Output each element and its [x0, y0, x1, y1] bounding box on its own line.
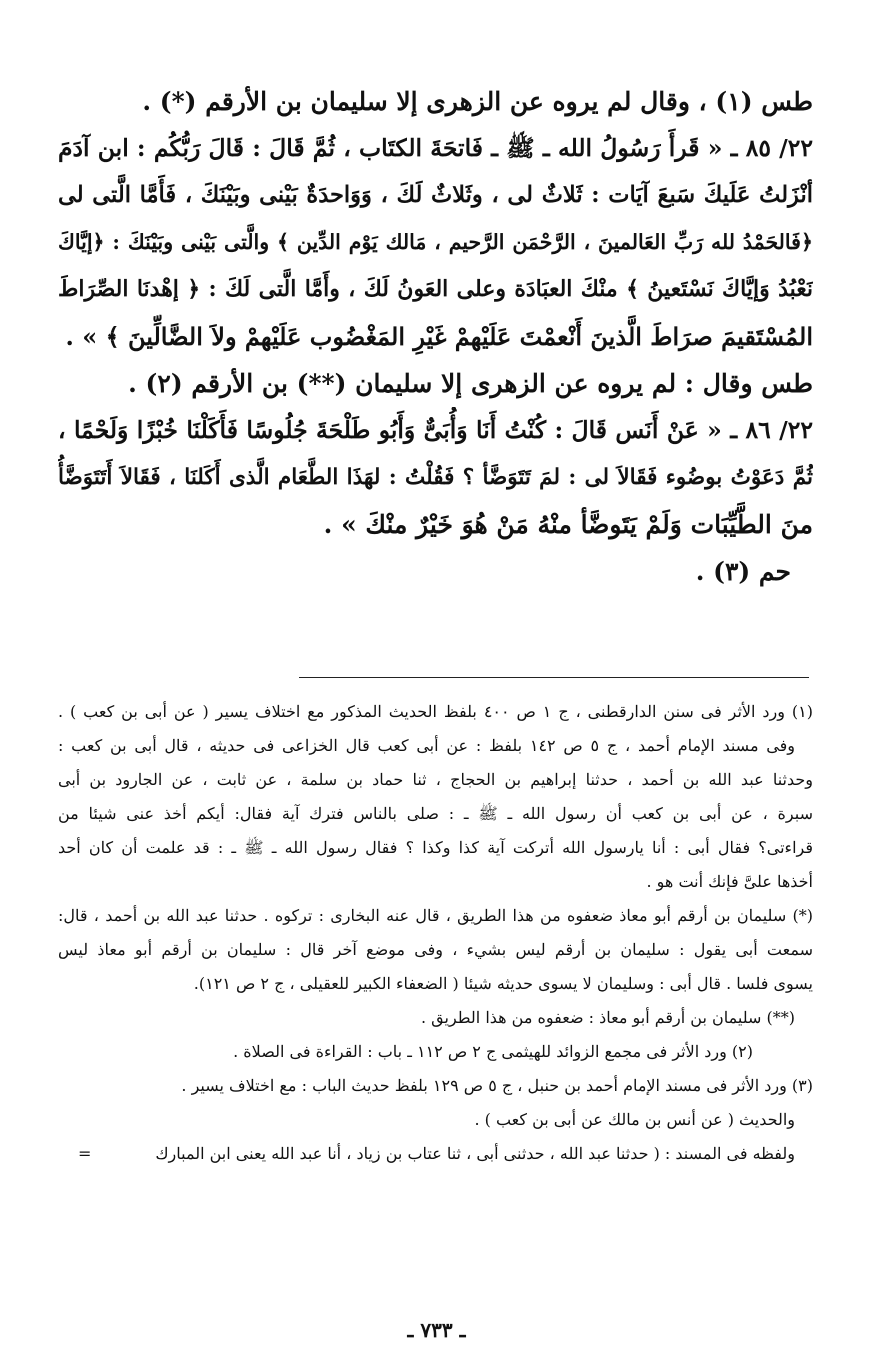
main-text [58, 78, 813, 595]
footnote-divider [299, 677, 809, 678]
text-line: طس وقال : لم يروه عن الزهرى إلا سليمان (**) بن الأرقم (٢) . [128, 369, 813, 398]
footnote-line: وفى مسند الإمام أحمد ، ج ٥ ص ١٤٢ بلفظ : عن أبى كعب قال الخزاعى فى حديثه ، قال أبى بن كعب : [58, 736, 796, 755]
text-line: نَعْبُدُ وَإيَّاكَ نَسْتَعينُ ﴾ منْكَ العبَادَة وعلى العَونُ لَكَ ، وأَمَّا الَّتى لَكَ : ﴿ إهْدنَا الصِّرَاطَ [58, 276, 813, 302]
footnote-line: (١) ورد الأثر فى سنن الدارقطنى ، ج ١ ص ٤٠٠ بلفظ الحديث المذكور مع اختلاف يسير ( عن أبى بن كعب ) . [58, 702, 813, 721]
footnote-line: سبرة ، عن أبى بن كعب أن رسول الله ـ ﷺ ـ : صلى بالناس فترك آية فقال: أيكم أخذ عنى شيئا من [58, 804, 813, 823]
text-line: ثُمَّ دَعَوْتُ بوضُوء فَقَالاَ لى : لمَ تَتَوَضَّأ ؟ فَقُلْتُ : لهَذَا الطَّعَام الَّذى أَكَلنَا ، فَقَالاَ أَتَتَوَضَّأُ [58, 465, 813, 490]
page-number: ـ ٧٣٣ ـ [407, 1318, 466, 1342]
text-line: ﴿فَالحَمْدُ لله رَبِّ العَالمينَ ، الرَّحْمَن الرَّحيم ، مَالك يَوْم الدِّين ﴾ والَّتى بَيْنى وبَيْنَكَ : ﴿إيَّاكَ [58, 230, 813, 254]
text-line: طس (١) ، وقال لم يروه عن الزهرى إلا سليمان بن الأرقم (*) . [142, 87, 813, 116]
footnote-line: (٣) ورد الأثر فى مسند الإمام أحمد بن حنبل ، ج ٥ ص ١٢٩ بلفظ حديث الباب : مع اختلاف يسير . [181, 1076, 813, 1095]
text-line: المُسْتَقيمَ صرَاطَ الَّذينَ أَنْعمْتَ عَلَيْهمْ غَيْرِ المَغْضُوب عَلَيْهمْ ولاَ الضَّالِّينَ ﴾ » . [65, 322, 813, 351]
footnote-line: وحدثنا عبد الله بن أحمد ، حدثنا إبراهيم بن الحجاج ، ثنا حماد بن سلمة ، عن ثابت ، عن الجارود بن أبى [58, 770, 813, 789]
footnote-line-last [58, 1137, 813, 1171]
footnote-line: سمعت أبى يقول : سليمان بن أرقم ليس بشيء ، وفى موضع آخر قال : سليمان بن أرقم أبو معاذ ليس [58, 940, 813, 959]
footnote-line: يسوى فلسا . قال أبى : وسليمان لا يسوى حديثه شيئا ( الضعفاء الكبير للعقيلى ، ج ٢ ص ١٢١). [193, 974, 813, 993]
footnote-line: والحديث ( عن أنس بن مالك عن أبى بن كعب ) . [474, 1110, 795, 1129]
text-line: أنْزَلتُ عَلَيكَ سَبعَ آيَات : ثَلاثٌ لى ، وثَلاثٌ لَكَ ، وَوَاحدَةٌ بَيْنى وبَيْنَكَ ، فَأَمَّا الَّتى لى [58, 182, 813, 208]
text-line: حم (٣) . [695, 557, 791, 586]
continuation-mark: = [78, 1144, 92, 1163]
footnote-line: (٢) ورد الأثر فى مجمع الزوائد للهيثمى ج ٢ ص ١١٢ ـ باب : القراءة فى الصلاة . [233, 1042, 753, 1061]
hadith-86-line: ٢٢/ ٨٦ ـ « عَنْ أَنَس قَالَ : كُنْتُ أَنَا وَأُبَىٌّ وَأَبُو طَلْحَةَ جُلُوسًا فَأَكَلْنَا خُبْزًا وَلَحْمًا ، [58, 416, 813, 444]
text-line: منَ الطَّيِّبَات وَلَمْ يَتَوضَّأ منْهُ مَنْ هُوَ خَيْرٌ منْكَ » . [323, 510, 813, 539]
footnote-line: (*) سليمان بن أرقم أبو معاذ ضعفوه من هذا الطريق ، قال عنه البخارى : تركوه . حدثنا عبد الله بن أحمد ، قال: [58, 906, 813, 925]
footnote-line: قراءتى؟ فقال أبى : أنا يارسول الله أتركت آية كذا وكذا ؟ فقال رسول الله ـ ﷺ ـ : قد علمت أن كان أحد [58, 838, 813, 857]
footnote-text: ولفظه فى المسند : ( حدثنا عبد الله ، حدثنى أبى ، ثنا عتاب بن زياد ، أنا عبد الله يعنى ابن المبارك [155, 1144, 795, 1163]
footnote-line: أخذها علىَّ فإنك أنت هو . [646, 872, 813, 891]
footnote-line: (**) سليمان بن أرقم أبو معاذ : ضعفوه من هذا الطريق . [420, 1008, 795, 1027]
footnotes [58, 695, 813, 1171]
hadith-85-line: ٢٢/ ٨٥ ـ « قَرأَ رَسُولُ الله ـ ﷺ ـ فَاتحَةَ الكتَاب ، ثُمَّ قَالَ : قَالَ رَبُّكُم : ابن آدَمَ [58, 134, 813, 162]
